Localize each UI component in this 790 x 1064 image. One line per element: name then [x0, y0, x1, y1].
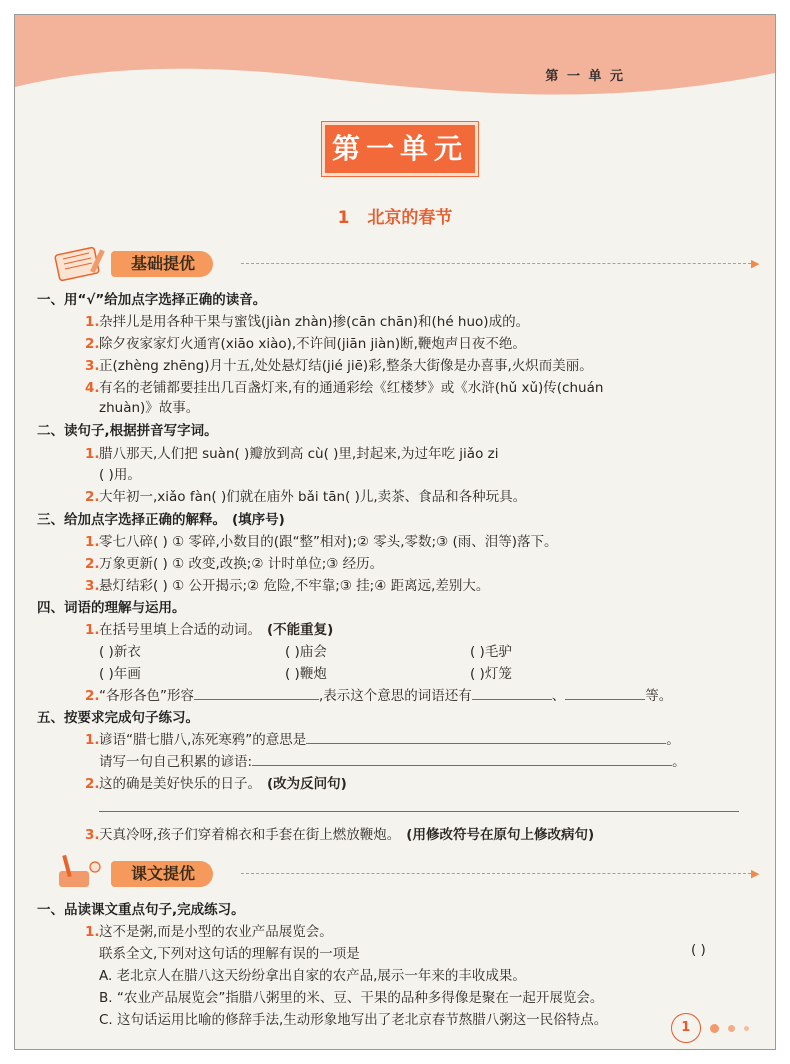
section-title-basic: 基础提优	[111, 251, 213, 277]
fill-blank[interactable]: ( )庙会	[285, 644, 327, 660]
q3-heading: 三、给加点字选择正确的解释。 (填序号)	[37, 512, 285, 528]
dot-icon	[744, 1026, 749, 1031]
answer-blank[interactable]	[472, 687, 552, 700]
answer-blank[interactable]	[306, 731, 666, 744]
lesson-title	[15, 203, 775, 228]
list-item: 1.腊八那天,人们把 suàn( )瓣放到高 cù( )里,封起来,为过年吃 jiǎo zi	[85, 446, 499, 462]
answer-paren[interactable]: ( )	[691, 942, 706, 958]
option-c: C. 这句话运用比喻的修辞手法,生动形象地写出了老北京春节熬腊八粥这一民俗特点。	[99, 1012, 608, 1028]
list-item: 1.零七八碎( ) ① 零碎,小数目的(跟“整”相对);② 零头,零数;③ (雨、泪等)落下。	[85, 534, 558, 550]
unit-title-box: 第一单元	[322, 122, 478, 176]
answer-blank[interactable]	[252, 753, 672, 766]
list-item-continued[interactable]: ( )用。	[99, 467, 141, 483]
lesson-name: 北京的春节	[367, 208, 453, 228]
dashed-divider	[241, 873, 751, 874]
fill-blank[interactable]: ( )毛驴	[470, 644, 512, 660]
fill-blank[interactable]: ( )灯笼	[470, 666, 512, 682]
q4-heading: 四、词语的理解与运用。	[37, 600, 186, 616]
arrow-icon: ▶	[751, 867, 760, 880]
brush-icon	[51, 853, 113, 893]
header-band	[15, 15, 775, 115]
fill-blank[interactable]: ( )新衣	[99, 644, 141, 660]
fill-blank[interactable]: ( )鞭炮	[285, 666, 327, 682]
q5-heading: 五、按要求完成句子练习。	[37, 710, 199, 726]
s2-q1-heading: 一、品读课文重点句子,完成练习。	[37, 902, 245, 918]
arrow-icon: ▶	[751, 257, 760, 270]
fill-blank[interactable]: ( )年画	[99, 666, 141, 682]
section-title-text: 课文提优	[111, 861, 213, 887]
question-prompt: 联系全文,下列对这句话的理解有误的一项是	[99, 946, 360, 962]
page-footer	[671, 1013, 749, 1043]
list-item: 3.正(zhèng zhēng)月十五,处处悬灯结(jié jiē)彩,整条大街像是办喜事,火炽而美丽。	[85, 358, 593, 374]
section-banner-basic	[51, 243, 760, 283]
dot-icon	[728, 1025, 735, 1032]
notebook-icon	[51, 243, 113, 283]
answer-blank[interactable]	[194, 687, 319, 700]
page	[14, 14, 776, 1050]
list-item: 2.万象更新( ) ① 改变,改换;② 计时单位;③ 经历。	[85, 556, 384, 572]
answer-blank[interactable]	[565, 687, 645, 700]
list-item: 2.这的确是美好快乐的日子。 (改为反问句)	[85, 776, 347, 792]
list-item: 1.在括号里填上合适的动词。 (不能重复)	[85, 622, 334, 638]
list-item: 2.除夕夜家家灯火通宵(xiāo xiào),不许间(jiān jiàn)断,鞭炮声日夜不绝。	[85, 336, 526, 352]
list-item: 2.大年初一,xiǎo fàn( )们就在庙外 bǎi tān( )儿,卖茶、食品和各种玩具。	[85, 489, 527, 505]
list-item: 4.有名的老铺都要挂出几百盏灯来,有的通通彩绘《红楼梦》或《水浒(hǔ xǔ)传(chuán	[85, 380, 604, 396]
list-item: 3.悬灯结彩( ) ① 公开揭示;② 危险,不牢靠;③ 挂;④ 距离远,差别大。	[85, 578, 490, 594]
list-item: 1.这不是粥,而是小型的农业产品展览会。	[85, 924, 333, 940]
list-item-continued: zhuàn)》故事。	[99, 400, 200, 416]
section-banner-text	[51, 853, 760, 893]
option-a: A. 老北京人在腊八这天纷纷拿出自家的农产品,展示一年来的丰收成果。	[99, 968, 526, 984]
list-item: 3.天真冷呀,孩子们穿着棉衣和手套在街上燃放鞭炮。 (用修改符号在原句上修改病句)	[85, 827, 595, 843]
q2-heading: 二、读句子,根据拼音写字词。	[37, 423, 218, 439]
list-item: 1.谚语“腊七腊八,冻死寒鸦”的意思是 。	[85, 732, 680, 748]
list-item: 1.杂拌儿是用各种干果与蜜饯(jiàn zhàn)掺(cān chān)和(hé huo)成的。	[85, 314, 530, 330]
list-item-continued: 请写一句自己积累的谚语: 。	[99, 754, 686, 770]
running-header: 第 一 单 元	[545, 69, 625, 84]
page-number: 1	[671, 1013, 701, 1043]
option-b: B. “农业产品展览会”指腊八粥里的米、豆、干果的品种多得像是聚在一起开展览会。	[99, 990, 604, 1006]
dot-icon	[710, 1024, 719, 1033]
list-item: 2.“各形各色”形容 ,表示这个意思的词语还有 、 等。	[85, 688, 673, 704]
lesson-number: 1	[337, 208, 350, 228]
answer-line[interactable]	[99, 811, 739, 812]
q1-heading: 一、用“√”给加点字选择正确的读音。	[37, 292, 267, 308]
dashed-divider	[241, 263, 751, 264]
